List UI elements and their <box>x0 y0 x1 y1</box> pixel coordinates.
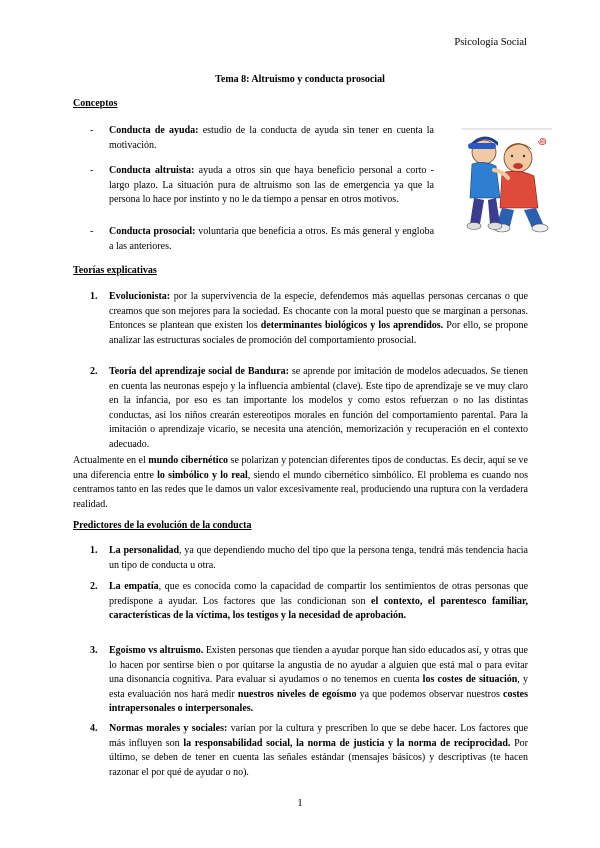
predictor-item-normas: Normas morales y sociales: varían por la cultura y prescriben lo que se debe hacer. Los factores que más influyen son la responsabilidad social, la norma de justicia y la norma de reciprocidad. Por último, se deben de tener en cuenta las señales estándar (mensajes básicos) y descriptivas (te hacen razonar el por qué de ayudar o no). <box>109 723 529 778</box>
predictor-item-egoismo: Egoísmo vs altruismo. Existen personas que tienden a ayudar porque han sido educados así, y otras que lo hacen por sentirse bien o por quitarse la angustia de no ayudar a alguien que está mal o para evitar una disonancia cognitiva. Para evaluar si ayudamos o no tenemos en cuenta los costes de situación, y esta evaluación nos hará medir nuestros niveles de egoísmo ya que podemos observar nuestros costes intrapersonales o interpersonales. <box>109 645 529 715</box>
list-number: 4. <box>90 723 98 734</box>
term: Conducta prosocial: <box>109 226 196 237</box>
paragraph-mundo-cibernetico: Actualmente en el mundo cibernético se polarizan y potencian diferentes tipos de conductas. Es decir, aquí se ve una diferencia entre lo simbólico y lo real, siendo el mundo cibernético simbólico. El problema es cuando nos centramos tanto en las redes que le damos un valor excesivamente real, produciendo una ruptura con la verdadera realidad. <box>73 455 528 510</box>
running-header: Psicología Social <box>454 37 527 48</box>
svg-text:꩜: ꩜ <box>538 137 547 147</box>
list-marker: - <box>90 226 94 237</box>
concept-item-altruista: Conducta altruista: ayuda a otros sin que haya beneficio personal a corto - largo plazo. La situación pura de altruismo son las de emergencia ya que la persona lo hace por instinto y no le da tiempo a pensar en otros motivos. <box>109 165 434 206</box>
page-title: Tema 8: Altruismo y conducta prosocial <box>215 74 385 85</box>
term: Conducta altruista: <box>109 165 195 176</box>
theory-item-bandura: Teoría del aprendizaje social de Bandura: se aprende por imitación de modelos adecuados. Se tienen en cuenta las neuronas espejo y la influencia ambiental (clave). Este tipo de aprendizaje se ve muy claro en la infancia, por eso es tan importante los modelos y como estos refuerzan o no las distintas conductas, así los niños crearán estereotipos morales en función del comportamiento parental. Para la imitación o aprendizaje vicario, se necesita una atención, memorización y recuperación en el contexto adecuado. <box>109 366 528 450</box>
section-heading-conceptos: Conceptos <box>73 98 118 109</box>
list-number: 2. <box>90 581 98 592</box>
list-number: 1. <box>90 545 98 556</box>
concept-item-prosocial: Conducta prosocial: voluntaria que beneficia a otros. Es más general y engloba a las anteriores. <box>109 226 435 252</box>
list-number: 2. <box>90 366 98 377</box>
concept-item-ayuda: Conducta de ayuda: estudio de la conducta de ayuda sin tener en cuenta la motivación. <box>109 125 434 151</box>
term: Conducta de ayuda: <box>109 125 199 136</box>
section-heading-predictores: Predictores de la evolución de la conducta <box>73 520 252 531</box>
predictor-item-empatia: La empatía, que es conocida como la capacidad de compartir los sentimientos de otras personas que predispone a ayudar. Los factores que las condicionan son el contexto, el parentesco familiar, características de la víctima, los testigos y la necesidad de aprobación. <box>109 581 529 622</box>
list-number: 3. <box>90 645 98 656</box>
page-number: 1 <box>297 798 303 809</box>
theory-item-evolucionista: Evolucionista: por la supervivencia de la especie, defendemos más aquellas personas cercanas o que creamos que son mejores para la sociedad. Es chocante con la moral puesto que se marginan a personas. Entonces se plantean que existen los determinantes biológicos y los aprendidos. Por ello, se propone analizar las estructuras sociales de promoción del comportamiento prosocial. <box>109 291 528 346</box>
list-marker: - <box>90 125 94 136</box>
child-helping-crying-child-illustration <box>462 128 552 236</box>
list-number: 1. <box>90 291 98 302</box>
list-marker: - <box>90 165 94 176</box>
section-heading-teorias: Teorías explicativas <box>73 265 157 276</box>
predictor-item-personalidad: La personalidad, ya que dependiendo mucho del tipo que la persona tenga, tendrá más tendencia hacia un tipo de conducta u otra. <box>109 545 528 571</box>
